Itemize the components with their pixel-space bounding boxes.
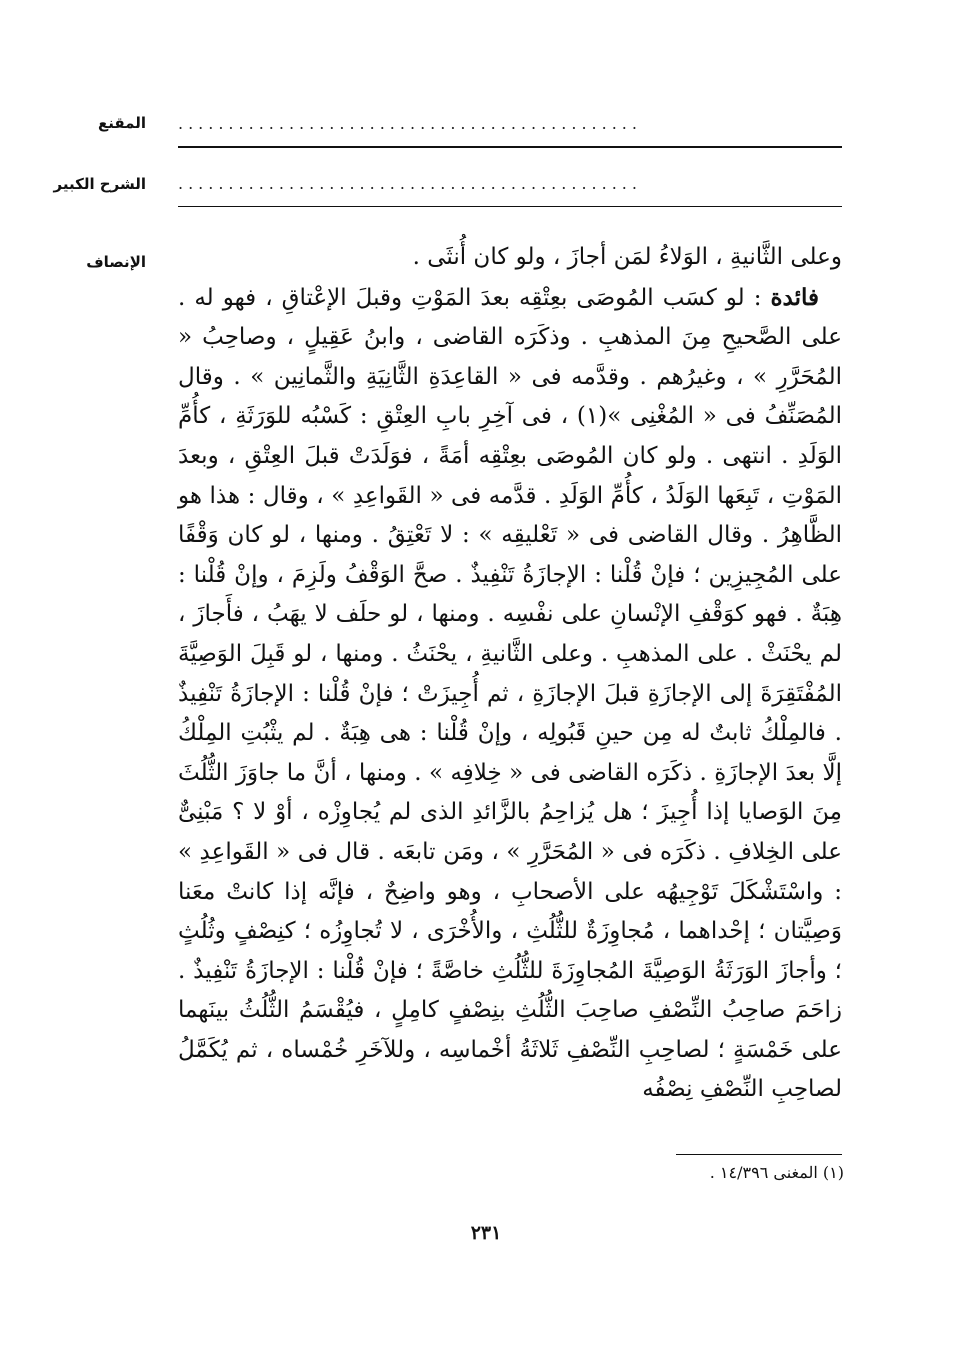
body-line-1: وعلى الثَّانيةِ ، الوَلاءُ لمَن أجازَ ، ولو كان أُنثَى .	[412, 244, 842, 270]
muqni-rule	[178, 146, 842, 148]
faida-text: : لو كسَب المُوصَى بعِتْقِه بعدَ المَوْتِ وقبلَ الإعْتاقِ ، فهو له . على الصَّحيحِ مِنَ المذهبِ . وذكَرَه القاضى ، وابنُ عَقِيلٍ ، وصاحِبُ « المُحَرَّرِ » ، وغيرُهم . وقدَّمه فى « القاعِدَةِ الثَّانِيَةِ والثَّمانِين » . وقال المُصَنِّفُ فى « المُغْنِى »(١) ، فى آخِرِ بابِ العِتْقِ : كَسْبُه للوَرَثَةِ ، كأُمِّ الوَلَدِ . انتهى . ولو كان المُوصَى بعِتْقِه أمَةً ، فوَلَدَتْ قبلَ العِتْقِ ، وبعدَ المَوْتِ ، تَبِعَها الوَلَدُ ، كأُمِّ الوَلَدِ . قدَّمه فى « القَواعِدِ » ، وقال : هذا هو الظَّاهِرُ . وقال القاضى فى « تَعْليقِه » : لا تَعْتِقُ . ومنها ، لو كان وَقْفًا على المُجِيزِين ؛ فإنْ قُلْنا : الإجازَةُ تَنْفِيذٌ . صحَّ الوَقْفُ ولَزِمَ ، وإنْ قُلْنا : هِبَةٌ . فهو كوَقْفِ الإنْسانِ على نفْسِه . ومنها ، لو حلَف لا يهَبُ ، فأَجازَ ، لم يحْنَثْ . على المذهبِ . وعلى الثَّانيةِ ، يحْنَثُ . ومنها ، لو قَبِلَ الوَصِيَّةَ المُفْتَقِرَةَ إلى الإجازَةِ قبلَ الإجازَةِ ، ثم أُجِيزَتْ ؛ فإنْ قُلْنا : الإجازَةُ تَنْفِيذٌ . فالمِلْكُ ثابتٌ له مِن حينِ قَبُولِه ، وإنْ قُلْنا : هى هِبَةٌ . لم يثْبُتِ المِلْكُ إلَّا بعدَ الإجازَةِ . ذكَرَه القاضى فى « خِلافِه » . ومنها ، أنَّ ما جاوَزَ الثُّلُثَ مِنَ الوَصايا إذا أُجِيزَ ؛ هل يُزاحِمُ بالزَّائدِ الذى لم يُجاوِزْه ، أوْ لا ؟ مَبْنِىٌّ على الخِلافِ . ذكَرَه فى « المُحَرَّرِ » ، ومَن تابعَه . قال فى « القَواعِدِ » : واسْتَشْكَلَ تَوْجِيهُه على الأصحابِ ، وهو واضِحٌ ، فإنَّه إذا كانتْ معَنا وَصِيَّتان ؛ إحْداهما ، مُجاوِزَةٌ للثُّلُثِ ، والأُخْرَى ، لا تُجاوِزُه ؛ كنِصْفٍ وثُلُثٍ ؛ وأجازَ الوَرَثَةُ الوَصِيَّةَ المُجاوِزَةَ للثُّلُثِ خاصَّةً ؛ فإنْ قُلْنا : الإجازَةُ تَنْفِيذٌ . زاحَمَ صاحِبُ النِّصْفِ صاحِبَ الثُّلُثِ بنِصْفٍ كامِلٍ ، فيُقْسَمُ الثُّلُثُ بينَهما على خَمْسَةٍ ؛ لصاحِبِ النِّصْفِ ثَلاثَةُ أخْماسِه ، وللآخَرِ خُمْساه ، ثم يُكَمَّلُ لصاحِبِ النِّصْفِ نِصْفُه	[178, 284, 842, 1103]
muqni-dotted-line: ..............................................	[178, 116, 642, 132]
label-insaf: الإنصاف	[86, 253, 146, 271]
footnote-rule	[676, 1154, 842, 1155]
page-number: ٢٣١	[470, 1222, 502, 1244]
faida-label: فائدة	[770, 283, 819, 311]
sharh-dotted-line: ..............................................	[178, 176, 642, 192]
footnote: (١) المغنى ١٤/٣٩٦ .	[709, 1163, 844, 1182]
label-sharh-kabir: الشرح الكبير	[53, 175, 146, 193]
insaf-body	[178, 238, 842, 1110]
label-muqni: المقنع	[98, 114, 146, 132]
faida-paragraph	[178, 278, 842, 1110]
sharh-rule	[178, 206, 842, 207]
